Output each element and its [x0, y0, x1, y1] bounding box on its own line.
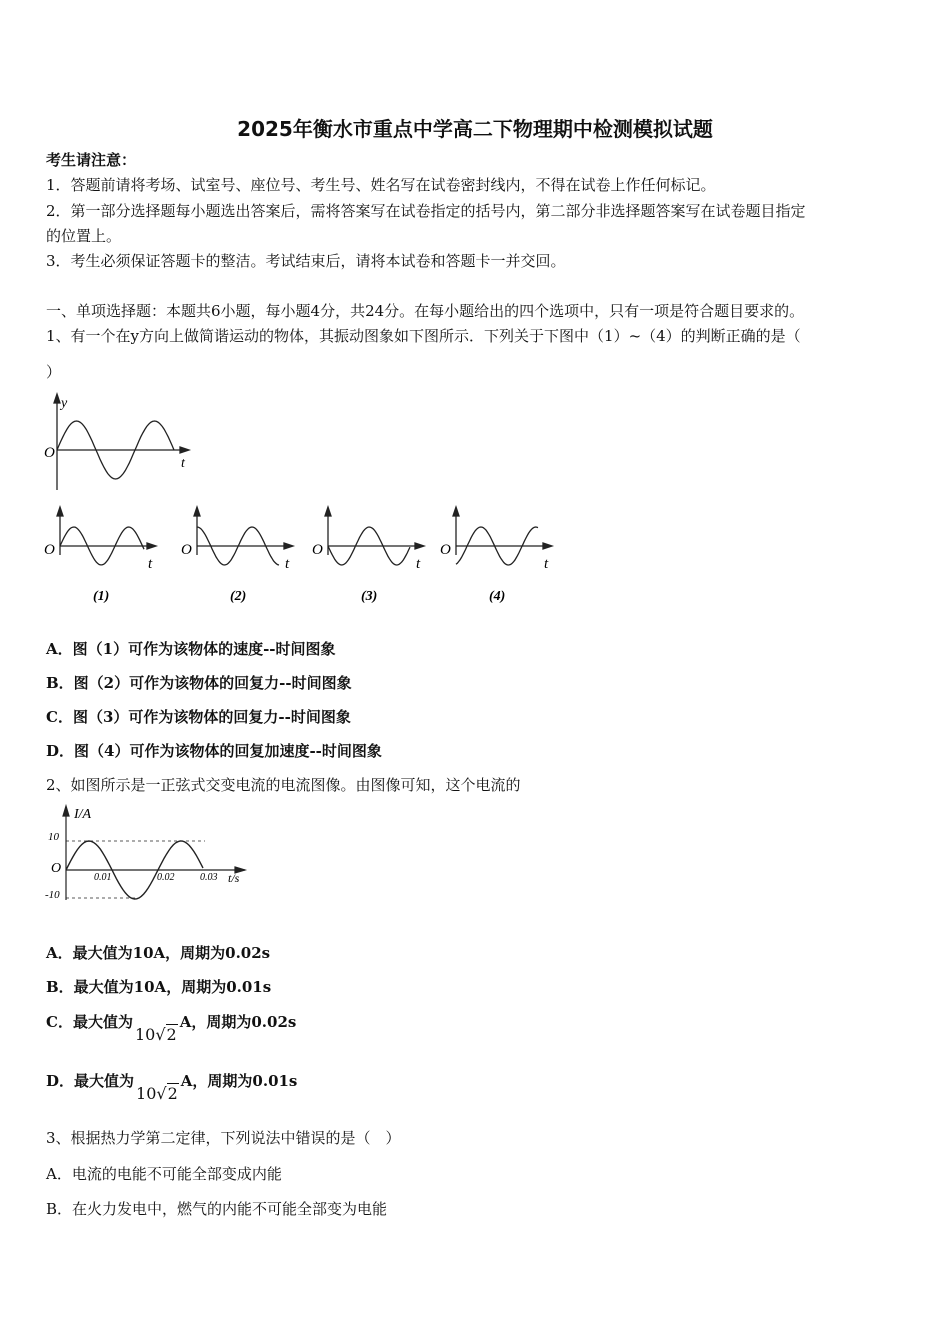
x-tick: 0.01 [94, 872, 112, 883]
arrow-icon [453, 507, 459, 516]
t-axis-label: t [148, 556, 153, 572]
radical-expression: 10√2 [134, 1025, 177, 1044]
notice-item: 1．答题前请将考场、试室号、座位号、考生号、姓名写在试卷密封线内，不得在试卷上作任何标记。 [46, 176, 716, 194]
arrow-icon [147, 543, 156, 549]
q1-stem-end: ） [46, 363, 62, 381]
q1-option-b: B．图（2）可作为该物体的回复力--时间图象 [46, 674, 352, 692]
option-text: A，周期为0.02s [179, 1013, 297, 1031]
origin-label: O [44, 445, 55, 461]
x-tick: 0.02 [157, 872, 175, 883]
q3-option-a: A．电流的电能不可能全部变成内能 [46, 1165, 282, 1183]
notice-heading: 考生请注意： [46, 151, 137, 169]
y-tick-max: 10 [48, 831, 59, 843]
radicand: 2 [167, 1084, 178, 1103]
sub-figure-label: (3) [361, 589, 378, 604]
t-axis-label: t [544, 556, 549, 572]
origin-label: O [312, 542, 323, 558]
notice-item: 3．考生必须保证答题卡的整洁。考试结束后，请将本试卷和答题卡一并交回。 [46, 252, 566, 270]
arrow-icon [415, 543, 424, 549]
x-axis-label: t/s [228, 871, 240, 885]
q3-stem: 3、根据热力学第二定律，下列说法中错误的是（ ） [46, 1129, 401, 1147]
option-text: A，周期为0.01s [180, 1072, 298, 1090]
arrow-icon [284, 543, 293, 549]
radical-expression: 10√2 [136, 1084, 178, 1103]
page-title: 2025年衡水市重点中学高二下物理期中检测模拟试题 [237, 117, 713, 141]
radicand: 2 [166, 1025, 177, 1044]
origin-label: O [51, 861, 62, 876]
x-tick: 0.03 [200, 872, 218, 883]
sub-figure-label: (2) [230, 589, 247, 604]
arrow-icon [57, 507, 63, 516]
q2-option-a: A．最大值为10A，周期为0.02s [46, 944, 271, 962]
sub-figure-label: (1) [93, 589, 110, 604]
q3-option-b: B．在火力发电中，燃气的内能不可能全部变为电能 [46, 1200, 388, 1218]
section-heading: 一、单项选择题：本题共6小题，每小题4分，共24分。在每小题给出的四个选项中，只有一项是符合题目要求的。 [46, 302, 805, 320]
q2-option-b: B．最大值为10A，周期为0.01s [46, 978, 272, 996]
q1-option-a: A．图（1）可作为该物体的速度--时间图象 [46, 640, 336, 658]
arrow-icon [194, 507, 200, 516]
q2-figure [40, 800, 260, 910]
coef: 10 [136, 1084, 157, 1103]
arrow-icon [54, 394, 60, 403]
origin-label: O [440, 542, 451, 558]
q1-option-c: C．图（3）可作为该物体的回复力--时间图象 [46, 708, 351, 726]
t-axis-label: t [181, 456, 185, 471]
t-axis-label: t [416, 556, 421, 572]
y-tick-min: -10 [45, 889, 60, 901]
notice-item: 的位置上。 [46, 227, 122, 245]
option-text: D．最大值为 [46, 1072, 135, 1090]
arrow-icon [325, 507, 331, 516]
sub-figure-label: (4) [489, 589, 506, 604]
y-axis-label: I/A [74, 807, 92, 822]
q1-figure [40, 390, 560, 610]
option-text: C．最大值为 [46, 1013, 133, 1031]
notice-item: 2．第一部分选择题每小题选出答案后，需将答案写在试卷指定的括号内，第二部分非选择题答案写在试卷题目指定 [46, 202, 806, 220]
arrow-icon [543, 543, 552, 549]
q2-option-d [46, 1071, 298, 1103]
q2-stem: 2、如图所示是一正弦式交变电流的电流图像。由图像可知，这个电流的 [46, 776, 521, 794]
origin-label: O [44, 542, 55, 558]
origin-label: O [181, 542, 192, 558]
q2-option-c [46, 1012, 297, 1044]
arrow-icon [180, 447, 189, 453]
y-axis-label: y [61, 396, 68, 411]
coef: 10 [134, 1025, 156, 1044]
q1-option-d: D．图（4）可作为该物体的回复加速度--时间图象 [46, 742, 382, 760]
q1-stem: 1、有一个在y方向上做简谐运动的物体，其振动图象如下图所示．下列关于下图中（1）~（4）的判断正确的是（ [46, 327, 801, 345]
t-axis-label: t [285, 556, 290, 572]
